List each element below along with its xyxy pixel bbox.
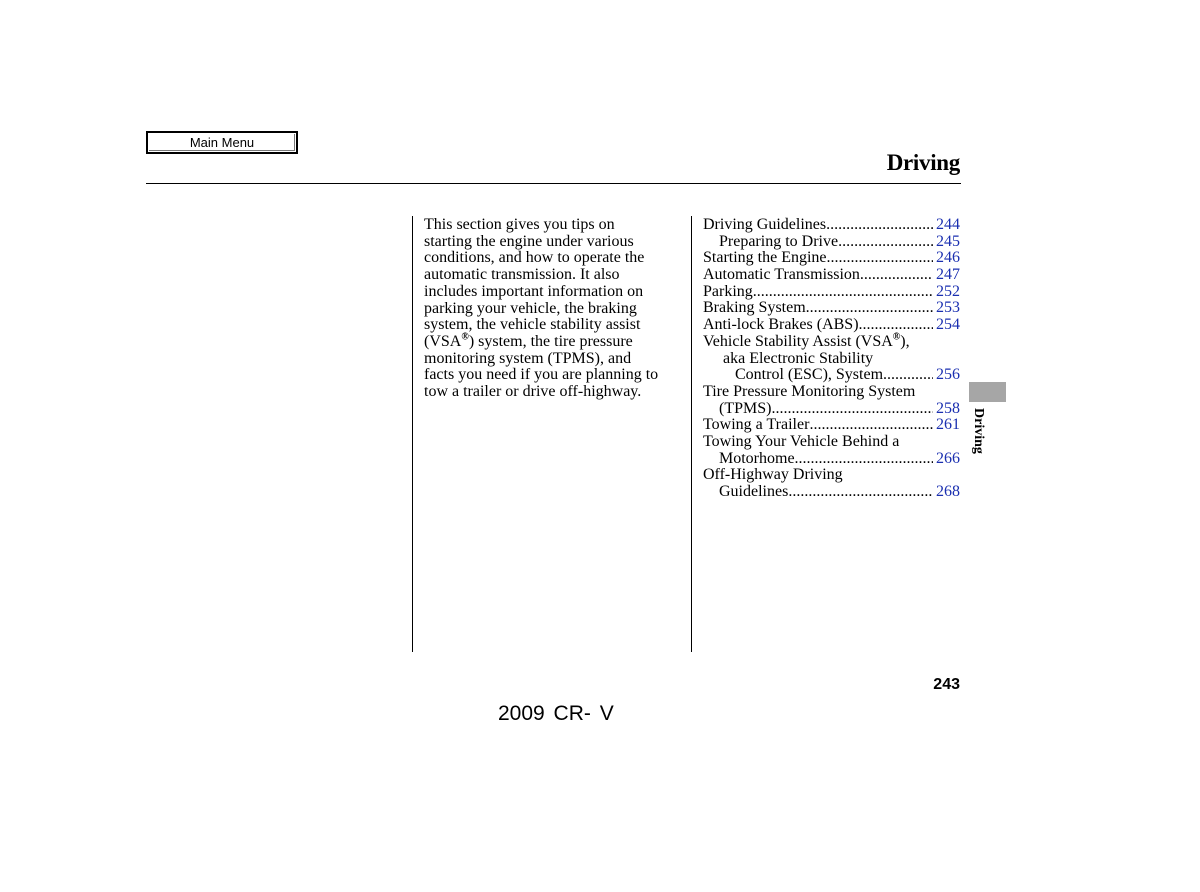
toc-entry-tire-pressure-monitoring	[703, 384, 960, 401]
toc-entry-title: Anti-lock Brakes (ABS)	[703, 316, 859, 334]
toc-page-link[interactable]: 266	[936, 449, 960, 467]
toc-entry-title: (TPMS)	[719, 399, 772, 417]
page-title: Driving	[886, 150, 960, 175]
toc-page-link[interactable]: 245	[936, 232, 960, 250]
intro-line: starting the engine under various	[424, 232, 634, 250]
toc-page-link[interactable]: 253	[936, 299, 960, 317]
toc-page-link[interactable]: 258	[936, 399, 960, 417]
intro-line: conditions, and how to operate the	[424, 249, 645, 267]
toc-entry-automatic-transmission[interactable]	[703, 267, 960, 284]
toc-entry-title: Automatic Transmission	[703, 266, 860, 284]
toc-entry-braking-system[interactable]	[703, 300, 960, 317]
toc-entry-towing-behind-motorhome	[703, 434, 960, 451]
intro-line: tow a trailer or drive off-highway.	[424, 383, 642, 401]
toc-entry-title: Guidelines	[719, 483, 789, 500]
toc-entry-text: Vehicle Stability Assist (VSA	[703, 332, 893, 350]
header-divider	[146, 183, 961, 184]
toc-entry-title: Driving Guidelines	[703, 216, 827, 233]
registered-mark: ®	[461, 331, 469, 343]
toc-entry-text: ),	[900, 332, 910, 350]
toc-entry-title: Tire Pressure Monitoring System	[703, 382, 916, 400]
intro-line: This section gives you tips on	[424, 216, 615, 233]
toc-entry-anti-lock-brakes[interactable]	[703, 317, 960, 334]
toc-entry-title: Off-Highway Driving	[703, 466, 843, 484]
intro-line: system, the vehicle stability assist	[424, 316, 641, 334]
main-menu-button[interactable]: Main Menu	[146, 131, 298, 154]
intro-text: ) system, the tire pressure	[468, 332, 633, 350]
toc-entry-title: Starting the Engine	[703, 249, 827, 267]
toc-entry-title: Preparing to Drive	[719, 232, 839, 250]
toc-entry-starting-the-engine[interactable]	[703, 250, 960, 267]
toc-entry-esc-system[interactable]	[703, 367, 960, 384]
toc-leader-dots	[827, 250, 933, 267]
toc-page-link[interactable]: 252	[936, 282, 960, 300]
toc-page-link[interactable]: 261	[936, 416, 960, 434]
toc-page-link[interactable]: 246	[936, 249, 960, 267]
toc-entry-motorhome[interactable]	[703, 451, 960, 468]
toc-entry-title: Towing a Trailer	[703, 416, 810, 434]
toc-leader-dots	[788, 484, 933, 501]
toc-leader-dots	[806, 300, 933, 317]
toc-leader-dots	[826, 217, 933, 234]
toc-leader-dots	[795, 451, 933, 468]
intro-line: includes important information on	[424, 282, 644, 300]
column-divider-middle	[691, 216, 692, 652]
intro-line: automatic transmission. It also	[424, 266, 620, 284]
toc-leader-dots	[771, 401, 933, 418]
toc-page-link[interactable]: 268	[936, 483, 960, 500]
toc-page-link[interactable]: 254	[936, 316, 960, 334]
toc-leader-dots	[838, 234, 933, 251]
section-tab-marker	[969, 382, 1006, 402]
toc-entry-title: Control (ESC), System	[735, 366, 884, 384]
toc-entry-off-highway-driving	[703, 467, 960, 484]
toc-page-link[interactable]: 247	[936, 266, 960, 284]
column-divider-left	[412, 216, 413, 652]
toc-entry-title: Motorhome	[719, 449, 795, 467]
toc-leader-dots	[753, 284, 933, 301]
intro-text: (VSA	[424, 332, 462, 350]
footer-model: 2009 CR- V	[498, 702, 614, 725]
toc-entry-preparing-to-drive[interactable]	[703, 234, 960, 251]
page-number: 243	[933, 676, 960, 693]
section-side-label: Driving	[971, 408, 986, 454]
toc-entry-tpms[interactable]	[703, 401, 960, 418]
toc-entry-continuation	[703, 351, 960, 368]
toc-entry-title: Towing Your Vehicle Behind a	[703, 432, 900, 450]
toc-entry-title: Parking	[703, 282, 753, 300]
toc-entry-guidelines[interactable]	[703, 484, 960, 501]
toc-entry-towing-a-trailer[interactable]	[703, 417, 960, 434]
intro-line: monitoring system (TPMS), and	[424, 349, 632, 367]
toc-entry-parking[interactable]	[703, 284, 960, 301]
toc-entry-vehicle-stability-assist	[703, 331, 960, 351]
registered-mark: ®	[892, 331, 901, 343]
toc-entry-title	[703, 331, 910, 351]
toc-entry-driving-guidelines[interactable]	[703, 217, 960, 234]
intro-line	[424, 331, 686, 351]
table-of-contents	[703, 217, 960, 501]
toc-page-link[interactable]: 244	[936, 216, 960, 233]
toc-leader-dots	[883, 367, 933, 384]
toc-leader-dots	[809, 417, 933, 434]
toc-leader-dots	[860, 267, 933, 284]
toc-entry-title: Braking System	[703, 299, 806, 317]
intro-line: parking your vehicle, the braking	[424, 299, 637, 317]
toc-entry-title: aka Electronic Stability	[723, 349, 874, 367]
intro-line: facts you need if you are planning to	[424, 366, 659, 384]
intro-paragraph	[424, 217, 686, 401]
toc-page-link[interactable]: 256	[936, 366, 960, 384]
